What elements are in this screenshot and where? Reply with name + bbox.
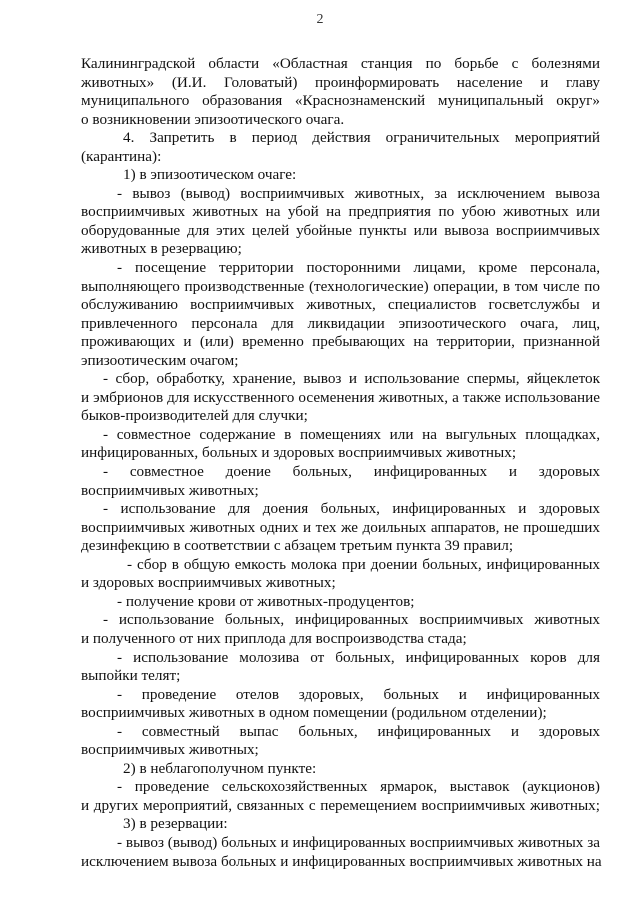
text-line: выпойки телят; <box>81 667 181 685</box>
text-line: быков-производителей для случки; <box>81 407 308 425</box>
text-line: и эмбрионов для искусственного осеменения животных, а также использование <box>81 388 600 406</box>
text-line: выполняющего производственные (технологические) операции, в том числе по <box>81 277 600 295</box>
text-line: эпизоотическим очагом; <box>81 351 239 369</box>
text-line: - вывоз (вывод) больных и инфицированных восприимчивых животных за <box>117 833 600 851</box>
text-line: - сбор, обработку, хранение, вывоз и использование спермы, яйцеклеток <box>103 370 600 388</box>
text-line: - сбор в общую емкость молока при доении больных, инфицированных <box>127 555 600 573</box>
text-line: и других мероприятий, связанных с перемещением восприимчивых животных; <box>81 796 600 814</box>
text-line: - проведение сельскохозяйственных ярмарок, выставок (аукционов) <box>117 778 600 796</box>
text-line: животных в резервацию; <box>81 240 242 258</box>
text-line: исключением вывоза больных и инфицированных восприимчивых животных на <box>81 852 602 870</box>
text-line: - использование для доения больных, инфицированных и здоровых <box>103 500 600 518</box>
text-line: муниципального образования «Краснознаменский муниципальный округ» <box>81 92 600 110</box>
text-line: привлеченного персонала для ликвидации эпизоотического очага, лиц, <box>81 314 600 332</box>
text-line: проживающих и (или) временно пребывающих на территории, признанной <box>81 333 600 351</box>
text-line: восприимчивых животных; <box>81 481 259 499</box>
text-line: восприимчивых животных; <box>81 741 259 759</box>
text-line: (карантина): <box>81 147 162 165</box>
text-line: животных» (И.И. Головатый) проинформировать население и главу <box>81 73 600 91</box>
text-line: - вывоз (вывод) восприимчивых животных, за исключением вывоза <box>117 184 600 202</box>
text-line: о возникновении эпизоотического очага. <box>81 110 345 128</box>
text-line: и полученного от них приплода для воспроизводства стада; <box>81 629 467 647</box>
text-line: восприимчивых животных одних и тех же доильных аппаратов, не прошедших <box>81 518 600 536</box>
text-line: 4. Запретить в период действия ограничительных мероприятий <box>123 129 600 147</box>
text-line: - использование молозива от больных, инфицированных коров для <box>117 648 600 666</box>
text-line: 2) в неблагополучном пункте: <box>123 759 317 777</box>
text-line: - использование больных, инфицированных восприимчивых животных <box>103 611 600 629</box>
text-line: оборудованные для этих целей убойные пункты или вывоза восприимчивых <box>81 221 600 239</box>
text-line: дезинфекцию в соответствии с абзацем третьим пункта 39 правил; <box>81 537 514 555</box>
document-body <box>81 55 600 871</box>
text-line: Калининградской области «Областная станция по борьбе с болезнями <box>81 55 600 72</box>
text-line: восприимчивых животных в одном помещении (родильном отделении); <box>81 704 547 722</box>
text-line: и здоровых восприимчивых животных; <box>81 574 336 592</box>
text-line: - проведение отелов здоровых, больных и инфицированных <box>117 685 600 703</box>
text-line: 3) в резервации: <box>123 815 228 833</box>
text-line: - совместное доение больных, инфицированных и здоровых <box>103 463 600 481</box>
text-line: 1) в эпизоотическом очаге: <box>123 166 297 184</box>
text-line: обслуживанию восприимчивых животных, специалистов госветслужбы и <box>81 296 600 314</box>
text-line: - посещение территории посторонними лицами, кроме персонала, <box>117 259 600 277</box>
text-line: - совместное содержание в помещениях или на выгульных площадках, <box>103 425 600 443</box>
text-line: восприимчивых животных на убой на предприятия по убою животных или <box>81 203 600 221</box>
text-line: инфицированных, больных и здоровых восприимчивых животных; <box>81 444 517 462</box>
page-number: 2 <box>316 12 324 27</box>
text-line: - получение крови от животных-продуцентов; <box>117 592 415 610</box>
text-line: - совместный выпас больных, инфицированных и здоровых <box>117 722 600 740</box>
